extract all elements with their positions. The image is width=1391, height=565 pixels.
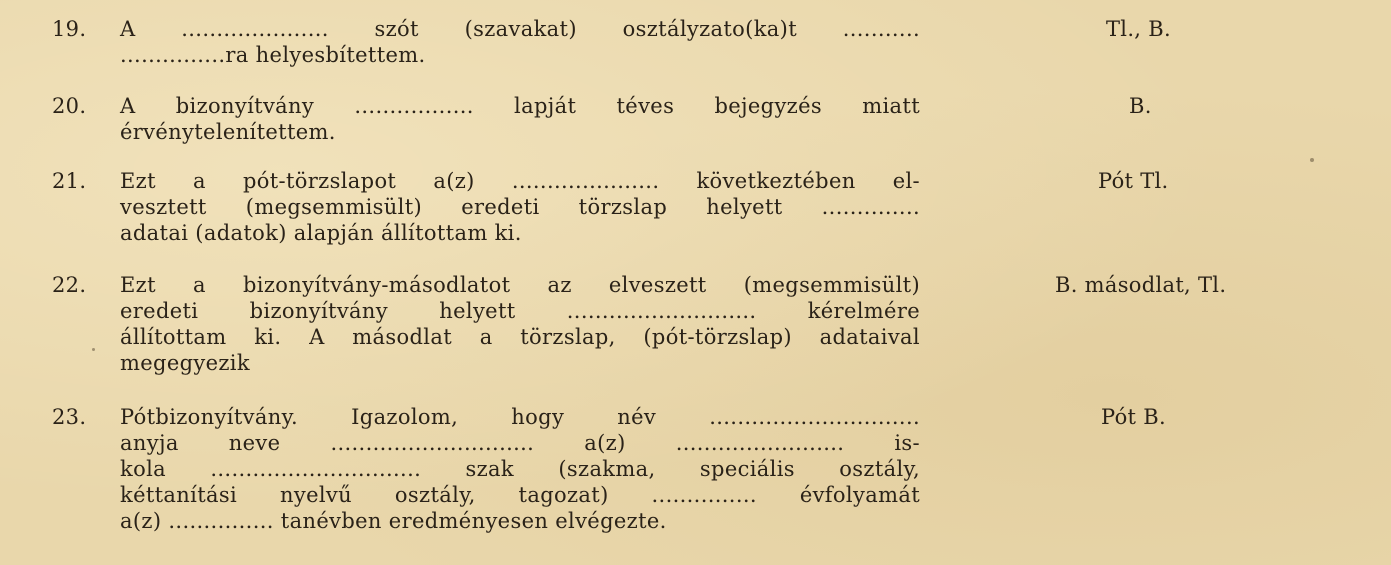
entry-line: ...............ra helyesbítettem. [120,43,426,67]
entry-line: Ezt a bizonyítvány-másodlatot az elveszett (megsemmisült) [120,273,920,297]
entry-line: A bizonyítvány ................. lapját téves bejegyzés miatt [120,94,920,118]
entry-text [120,404,920,534]
entry-text [120,93,920,145]
entry-line: anyja neve ............................. a(z) ........................ is- [120,431,920,455]
entry-line: A ..................... szót (szavakat) osztályzato(ka)t ........... [120,17,920,41]
entry-line: Pótbizonyítvány. Igazolom, hogy név .............................. [120,405,920,429]
entry-number: 22. [52,273,87,297]
entry-line: a(z) ............... tanévben eredményesen elvégezte. [120,509,667,533]
paper-speck [1310,158,1314,162]
entry-number: 20. [52,94,87,118]
entry-line: eredeti bizonyítvány helyett ........................... kérelmére [120,299,920,323]
paper-speck [92,348,95,351]
entry-line: vesztett (megsemmisült) eredeti törzslap helyett .............. [120,195,920,219]
entry-line: Ezt a pót-törzslapot a(z) ..................... következtében el- [120,169,920,193]
entry-number: 19. [52,17,87,41]
document-code: Tl., B. [1106,17,1171,41]
entry-text [120,168,920,246]
entry-line: állítottam ki. A másodlat a törzslap, (pót-törzslap) adataival [120,325,920,349]
entry-text [120,16,920,68]
entry-number: 23. [52,405,87,429]
document-code: Pót B. [1101,405,1166,429]
entry-line: kola .............................. szak (szakma, speciális osztály, [120,457,920,481]
entry-number: 21. [52,169,87,193]
entry-text [120,272,920,376]
entry-line: megegyezik [120,351,250,375]
entry-line: érvénytelenítettem. [120,120,336,144]
document-code: B. másodlat, Tl. [1055,273,1227,297]
entry-line: kéttanítási nyelvű osztály, tagozat) ............... évfolyamát [120,483,920,507]
document-code: B. [1129,94,1152,118]
entry-line: adatai (adatok) alapján állítottam ki. [120,221,522,245]
document-code: Pót Tl. [1098,169,1169,193]
